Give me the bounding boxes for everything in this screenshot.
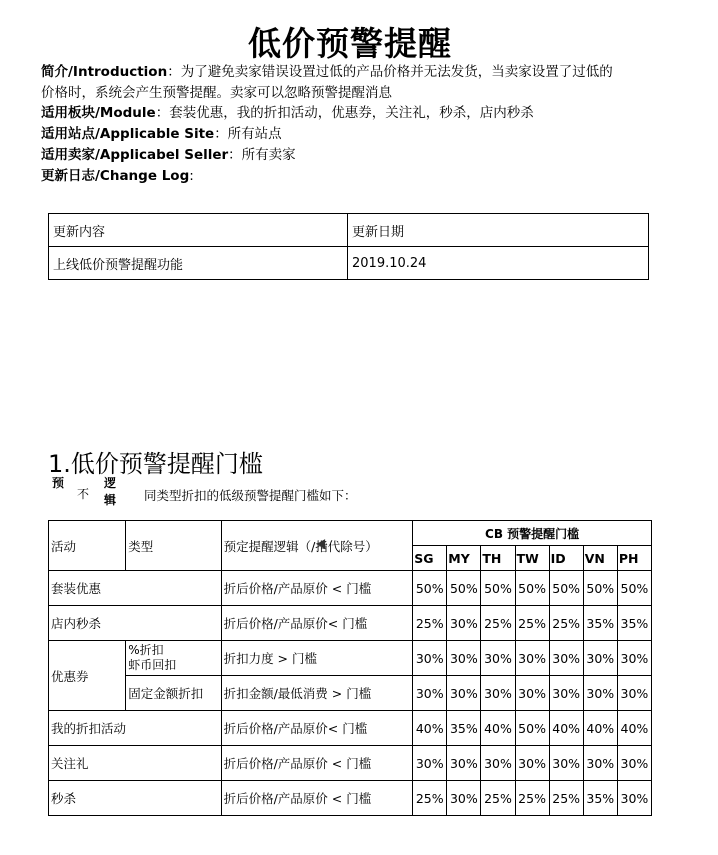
- cell-value: 30%: [413, 641, 447, 676]
- cell-value: 30%: [583, 746, 617, 781]
- cell-value: 30%: [481, 676, 515, 711]
- site-text: ：所有站点: [214, 126, 282, 142]
- cell-value: 30%: [617, 781, 651, 816]
- module-text: ：套装优惠，我的折扣活动，优惠券，关注礼，秒杀，店内秒杀: [155, 105, 534, 121]
- cell-value: 25%: [549, 781, 583, 816]
- cell-value: 30%: [481, 641, 515, 676]
- intro-row-2: [41, 83, 666, 103]
- cell-value: 40%: [617, 711, 651, 746]
- cell-value: 30%: [583, 676, 617, 711]
- note-fragment-4: 同类型折扣的低级预警提醒门槛如下：: [144, 488, 357, 503]
- cell-value: 50%: [515, 711, 549, 746]
- cell-value: 25%: [549, 606, 583, 641]
- site-tw: TW: [515, 546, 549, 571]
- site-sg: SG: [413, 546, 447, 571]
- intro-row: [41, 62, 666, 83]
- cell-value: 30%: [515, 676, 549, 711]
- changelog-table: [48, 213, 649, 280]
- cell-value: 50%: [447, 571, 481, 606]
- cell-value: 25%: [515, 781, 549, 816]
- seller-text: ：所有卖家: [228, 147, 296, 163]
- changelog-cell-date: 2019.10.24: [348, 247, 649, 280]
- cell-value: 50%: [583, 571, 617, 606]
- site-vn: VN: [583, 546, 617, 571]
- header-activity: 活动: [49, 521, 126, 571]
- cell-value: 50%: [515, 571, 549, 606]
- note-fragment-2: 不: [77, 487, 90, 501]
- table-row: [49, 781, 652, 816]
- cell-value: 30%: [549, 641, 583, 676]
- seller-row: [41, 145, 666, 166]
- cell-value: 40%: [549, 711, 583, 746]
- threshold-header-row: [49, 521, 652, 546]
- cell-value: 50%: [481, 571, 515, 606]
- cell-value: 35%: [617, 606, 651, 641]
- table-row: [49, 606, 652, 641]
- cell-activity: 秒杀: [49, 781, 222, 816]
- cell-value: 30%: [481, 746, 515, 781]
- threshold-table: [48, 520, 652, 816]
- cell-logic: 折扣金额/最低消费 > 门槛: [221, 676, 413, 711]
- changelog-label: 更新日志/Change Log: [41, 168, 190, 184]
- cell-value: 25%: [515, 606, 549, 641]
- cell-value: 30%: [583, 641, 617, 676]
- cell-value: 25%: [413, 606, 447, 641]
- cell-value: 30%: [447, 676, 481, 711]
- intro-label: 简介/Introduction: [41, 64, 168, 80]
- intro-text: ：为了避免卖家错误设置过低的产品价格并无法发货，当卖家设置了过低的: [167, 64, 613, 80]
- table-row: [49, 247, 649, 280]
- table-row: [49, 571, 652, 606]
- cell-logic: 折后价格/产品原价 < 门槛: [221, 781, 413, 816]
- intro-text-2: 价格时，系统会产生预警提醒。卖家可以忽略预警提醒消息: [41, 85, 392, 101]
- cell-activity: 我的折扣活动: [49, 711, 222, 746]
- changelog-header-date: 更新日期: [348, 214, 649, 247]
- cell-logic: 折后价格/产品原价 < 门槛: [221, 746, 413, 781]
- cell-value: 40%: [413, 711, 447, 746]
- cell-value: 30%: [617, 641, 651, 676]
- cell-logic: 折后价格/产品原价 < 门槛: [221, 571, 413, 606]
- site-label: 适用站点/Applicable Site: [41, 126, 215, 142]
- cell-value: 30%: [515, 746, 549, 781]
- cell-value: 30%: [447, 606, 481, 641]
- cell-type: 固定金额折扣: [126, 676, 221, 711]
- note-fragment-3: 逻辑: [104, 476, 117, 507]
- cell-value: 30%: [413, 676, 447, 711]
- cell-activity: 店内秒杀: [49, 606, 222, 641]
- site-id: ID: [549, 546, 583, 571]
- cell-value: 30%: [515, 641, 549, 676]
- site-ph: PH: [617, 546, 651, 571]
- cell-activity: 套装优惠: [49, 571, 222, 606]
- cell-value: 30%: [617, 676, 651, 711]
- table-row: [49, 641, 652, 676]
- note-fragment-1: 预: [52, 476, 65, 490]
- cell-value: 30%: [413, 746, 447, 781]
- header-type: 类型: [126, 521, 221, 571]
- cell-value: 35%: [447, 711, 481, 746]
- site-my: MY: [447, 546, 481, 571]
- cell-value: 30%: [617, 746, 651, 781]
- table-row: [49, 746, 652, 781]
- cell-value: 35%: [583, 606, 617, 641]
- changelog-header-row: [49, 214, 649, 247]
- cell-value: 30%: [549, 676, 583, 711]
- changelog-colon: :: [189, 168, 194, 184]
- site-th: TH: [481, 546, 515, 571]
- cell-value: 30%: [447, 746, 481, 781]
- cell-activity: 优惠券: [49, 641, 126, 711]
- cell-logic: 折后价格/产品原价< 门槛: [221, 606, 413, 641]
- cell-logic: 折后价格/产品原价< 门槛: [221, 711, 413, 746]
- cell-value: 30%: [447, 641, 481, 676]
- cell-logic: 折扣力度 > 门槛: [221, 641, 413, 676]
- cell-value: 25%: [413, 781, 447, 816]
- module-label: 适用板块/Module: [41, 105, 156, 121]
- cell-value: 50%: [413, 571, 447, 606]
- changelog-row: [41, 166, 666, 187]
- cell-value: 50%: [617, 571, 651, 606]
- header-cb-group: CB 预警提醒门槛: [413, 521, 652, 546]
- cell-value: 30%: [549, 746, 583, 781]
- document-meta: [41, 62, 666, 187]
- table-row: [49, 676, 652, 711]
- cell-value: 40%: [583, 711, 617, 746]
- cell-value: 40%: [481, 711, 515, 746]
- cell-value: 25%: [481, 606, 515, 641]
- page-title: 低价预警提醒: [248, 24, 452, 63]
- seller-label: 适用卖家/Applicabel Seller: [41, 147, 229, 163]
- module-row: [41, 103, 666, 124]
- table-row: [49, 711, 652, 746]
- cell-type: %折扣 虾币回扣: [126, 641, 221, 676]
- cell-value: 25%: [481, 781, 515, 816]
- header-logic: 预定提醒逻辑（/指代除号）: [221, 521, 413, 571]
- cell-value: 50%: [549, 571, 583, 606]
- changelog-cell-content: 上线低价预警提醒功能: [49, 247, 348, 280]
- cell-value: 35%: [583, 781, 617, 816]
- section-title: 1.低价预警提醒门槛: [48, 450, 263, 478]
- cell-value: 30%: [447, 781, 481, 816]
- site-row: [41, 124, 666, 145]
- changelog-header-content: 更新内容: [49, 214, 348, 247]
- cell-activity: 关注礼: [49, 746, 222, 781]
